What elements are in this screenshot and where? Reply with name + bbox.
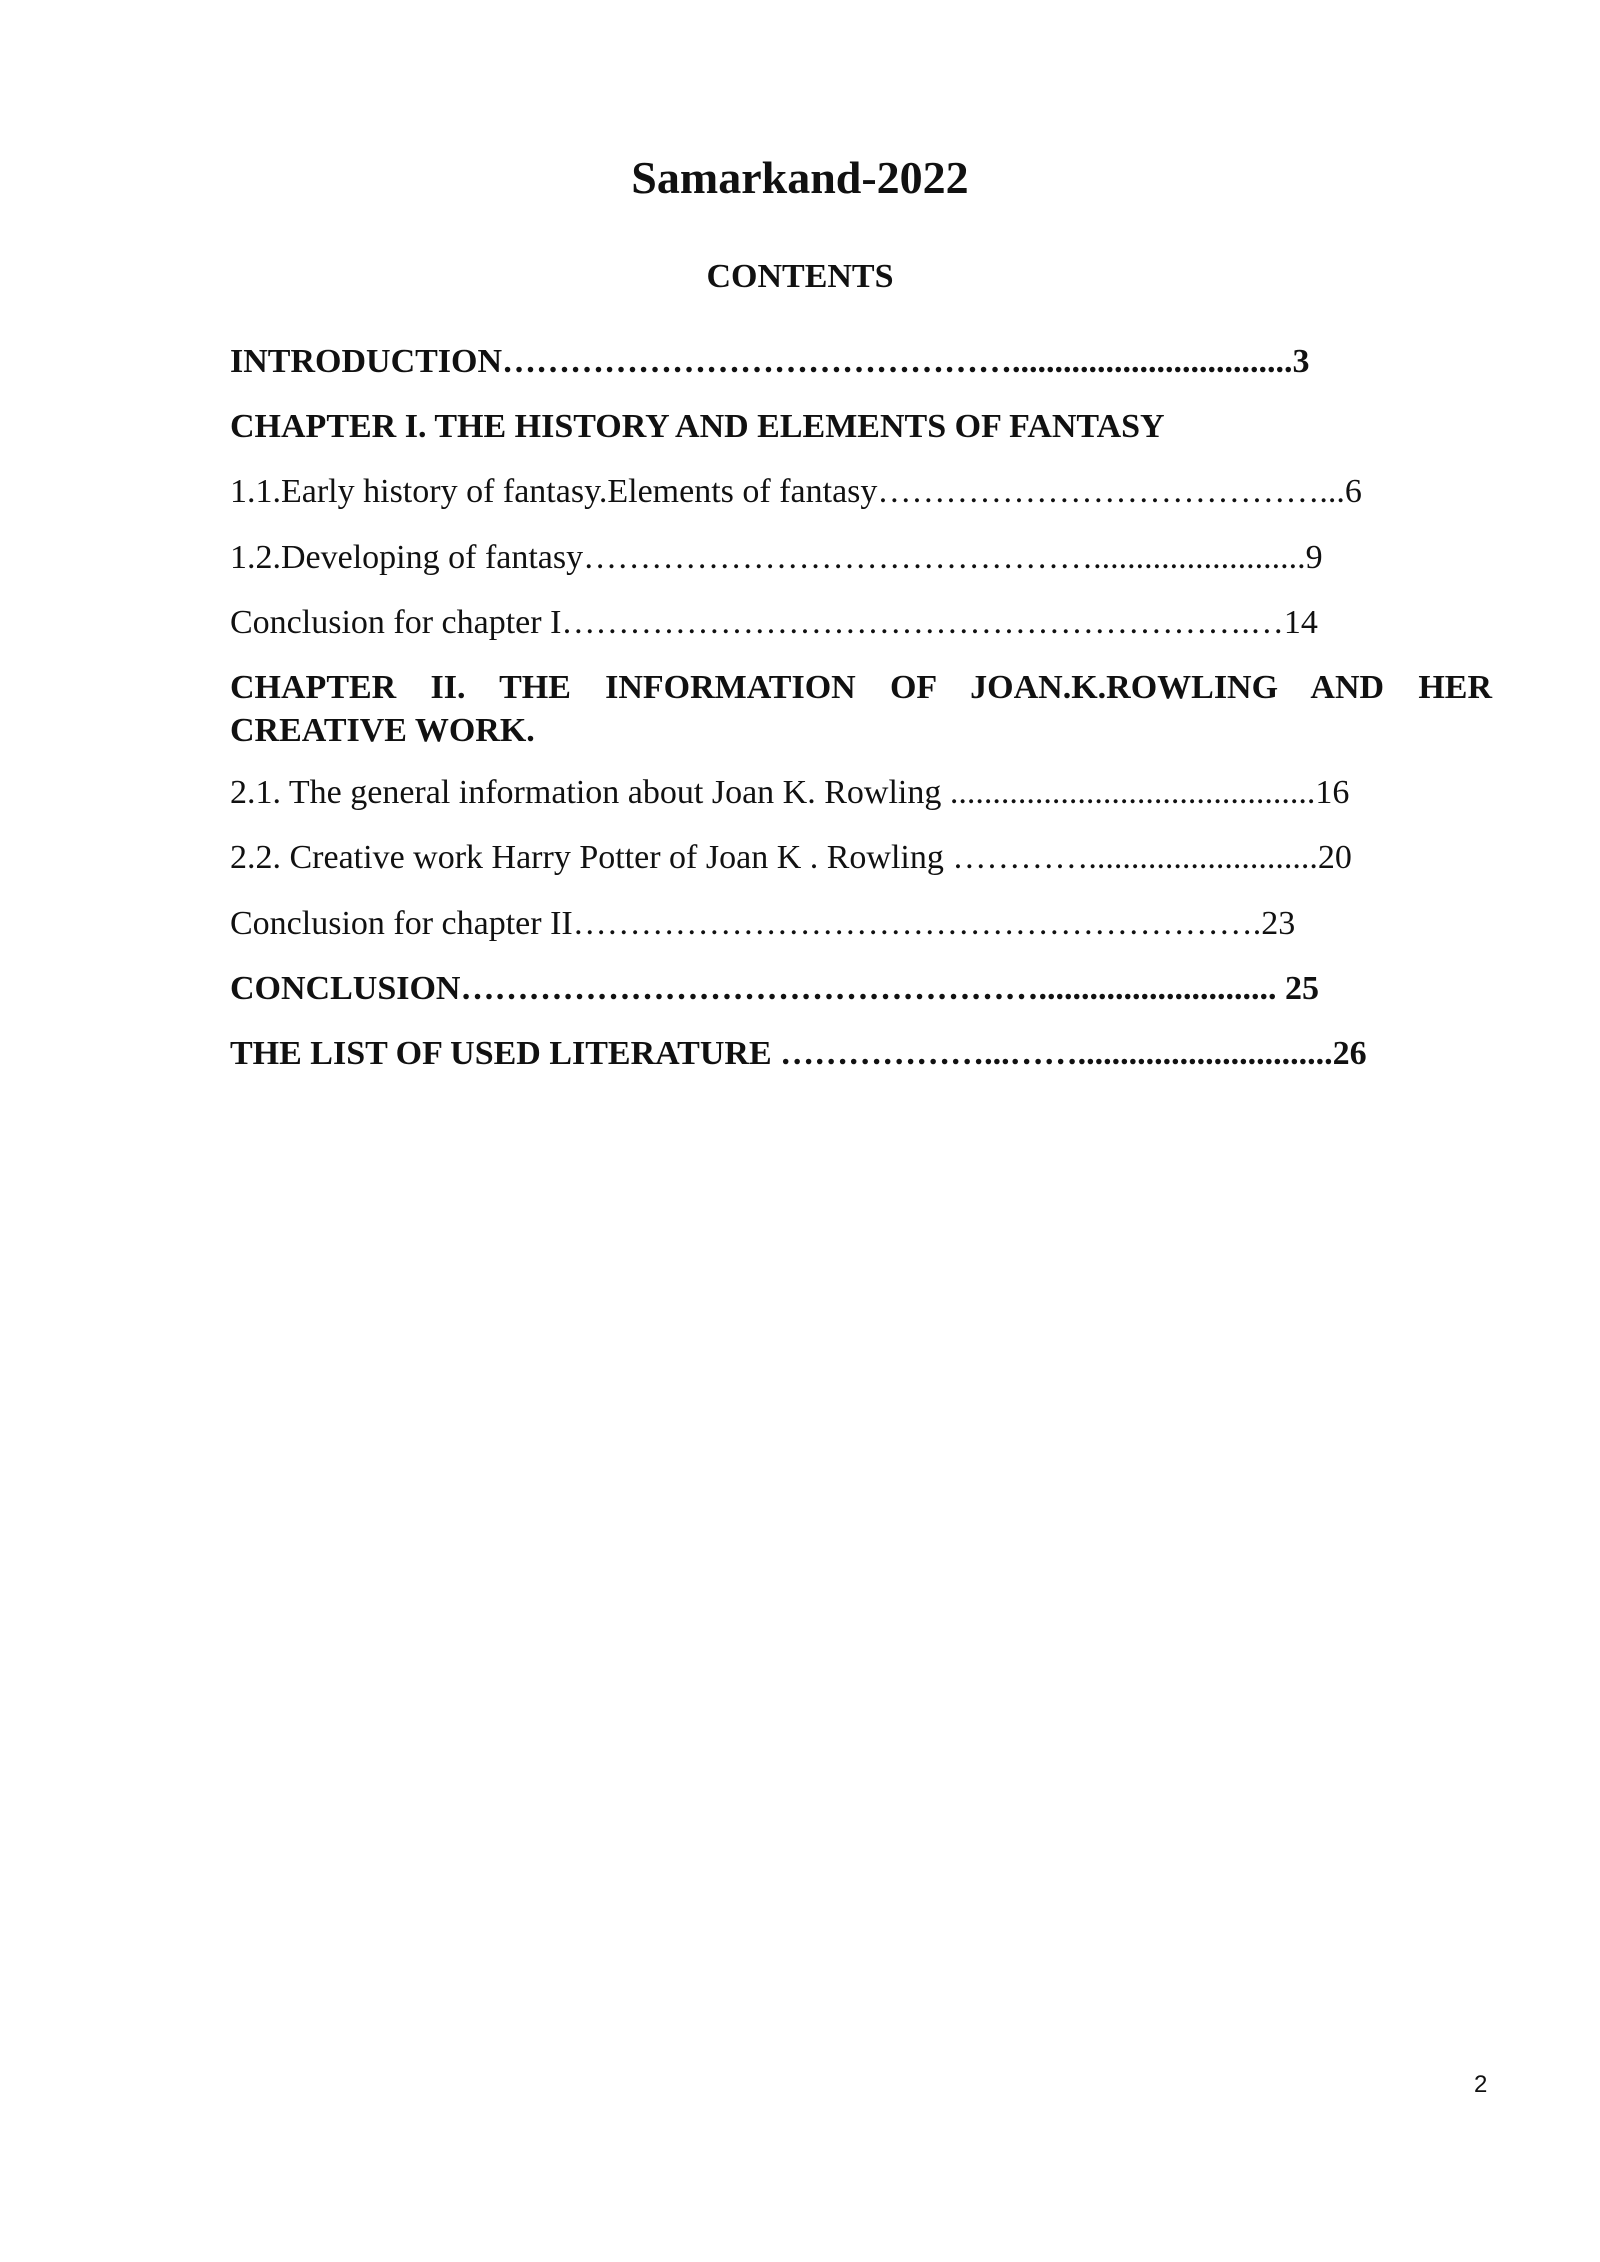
toc-entry-conclusion-chapter-1: Conclusion for chapter I…………………………………………………….…14 [230,603,1318,641]
toc-entry-section-2-2: 2.2. Creative work Harry Potter of Joan K . Rowling …………...........................20 [230,839,1352,877]
toc-entry-section-2-1: 2.1. The general information about Joan K. Rowling ...........................................16 [230,774,1350,812]
page-number: 2 [1474,2071,1488,2098]
contents-heading: CONTENTS [706,258,894,295]
toc-chapter-1-heading: CHAPTER I. THE HISTORY AND ELEMENTS OF FANTASY [230,408,1165,446]
toc-entry-section-1-2: 1.2.Developing of fantasy……………………………………….........................9 [230,538,1323,576]
city-year-title: Samarkand-2022 [631,152,969,203]
toc-entry-section-1-1: 1.1.Early history of fantasy.Elements of fantasy…………………………………...6 [230,473,1362,511]
toc-entry-conclusion-chapter-2: Conclusion for chapter II…………………………………………………….23 [230,904,1296,942]
toc-entry-conclusion: CONCLUSION……………………………………………............................ 25 [230,969,1319,1007]
toc-chapter-2-heading: CHAPTER II. THE INFORMATION OF JOAN.K.ROWLING AND HER CREATIVE WORK. [230,668,1492,750]
toc-entry-introduction: INTRODUCTION……………………………………….................................3 [230,343,1310,380]
toc-entry-literature: THE LIST OF USED LITERATURE ………………...……..............................26 [230,1035,1367,1073]
table-of-contents [230,340,1492,1076]
